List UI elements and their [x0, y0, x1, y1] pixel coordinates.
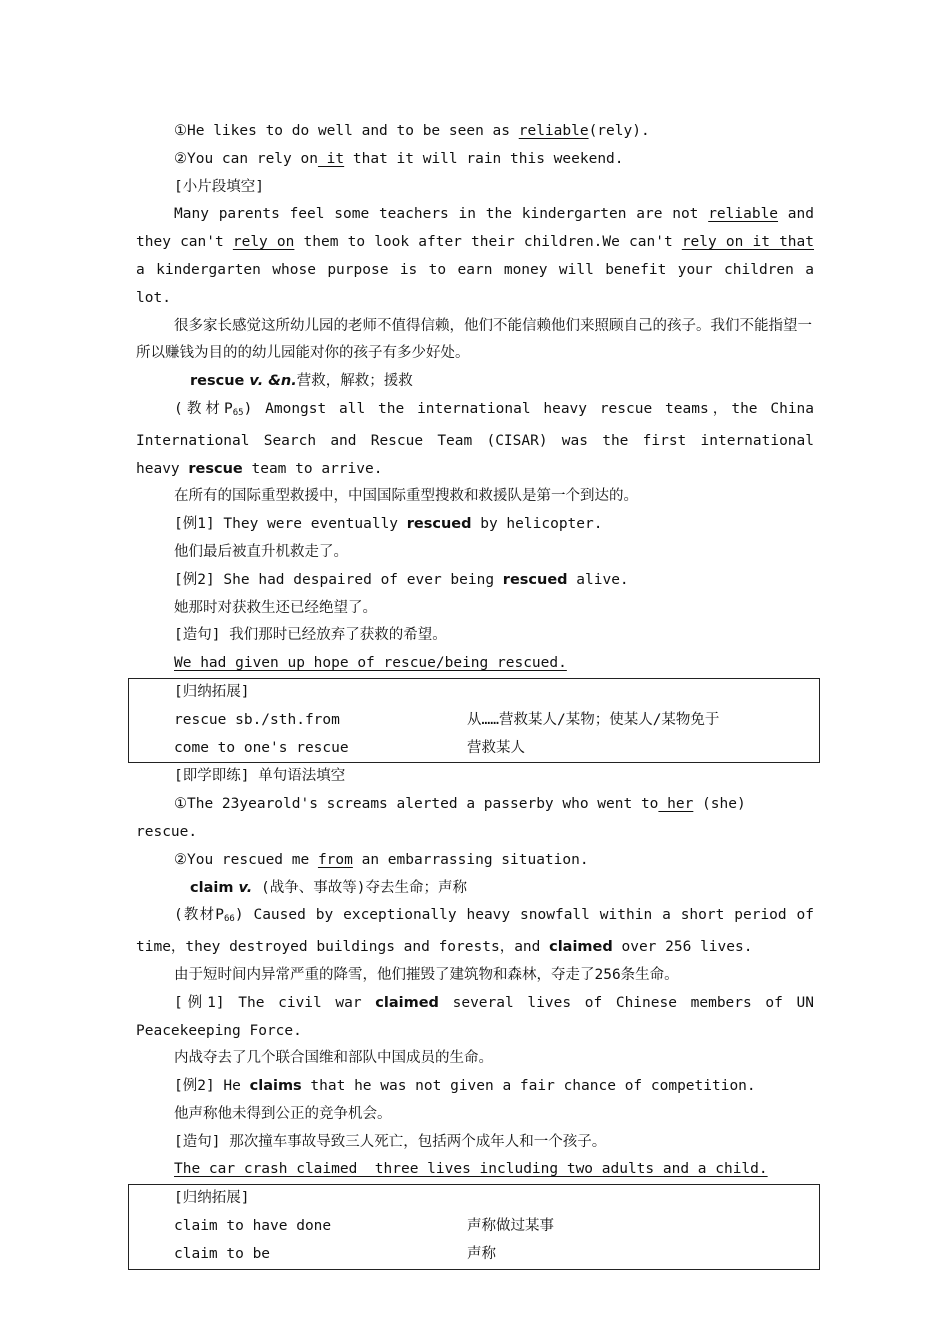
- answer: from: [317, 851, 353, 868]
- answer: rely on: [232, 234, 295, 251]
- claim-textbook-example: (教材$P_{66}$) Caused by exceptionally heavy snowfall within a short period of time，they destroyed buildings and forests，and claimed over 256 lives.: [136, 907, 814, 956]
- rescue-textbook-translation: 在所有的国际重型救援中，中国国际重型搜救和救援队是第一个到达的。: [174, 488, 638, 505]
- claim-example-1-translation: 内战夺去了几个联合国维和部队中国成员的生命。: [174, 1050, 493, 1067]
- rescue-practice-title: [即学即练] 单句语法填空: [174, 768, 346, 785]
- box-row: come to one's rescue 营救某人: [174, 739, 525, 756]
- box-title: [归纳拓展]: [174, 683, 250, 700]
- box-title: [归纳拓展]: [174, 1190, 250, 1207]
- answer: rely on it that: [681, 234, 815, 251]
- claim-example-2: [例2] He claims that he was not given a fair chance of competition.: [174, 1078, 756, 1095]
- claim-make-sentence: [造句] 那次撞车事故导致三人死亡，包括两个成年人和一个孩子。: [174, 1133, 607, 1150]
- fill-paragraph-translation: 很多家长感觉这所幼儿园的老师不值得信赖，他们不能信赖他们来照顾自己的孩子。我们不能指望一所以赚钱为目的的幼儿园能对你的孩子有多少好处。: [136, 317, 812, 362]
- fill-paragraph: Many parents feel some teachers in the kindergarten are not reliable and they can't rely on them to look after their children.We can't rely on it that a kindergarten whose purpose is to earn money will benefit your children a lot.: [136, 206, 815, 306]
- rescue-practice-1: ①The 23yearold's screams alerted a passerby who went to her (she) rescue.: [136, 796, 746, 840]
- rescue-textbook-example: (教材$P_{65}$) Amongst all the international heavy rescue teams，the China International Search and Rescue Team (CISAR) was the first international heavy rescue team to arrive.: [136, 400, 815, 477]
- rescue-example-1-translation: 他们最后被直升机救走了。: [174, 543, 348, 560]
- box-row: claim to be 声称: [174, 1245, 496, 1262]
- box-row: rescue sb./sth.from 从……营救某人/某物；使某人/某物免于: [174, 711, 720, 728]
- rescue-make-sentence-answer: We had given up hope of rescue/being rescued.: [174, 655, 567, 672]
- rescue-example-1: [例1] They were eventually rescued by helicopter.: [174, 516, 603, 533]
- rescue-example-2-translation: 她那时对获救生还已经绝望了。: [174, 599, 377, 616]
- answer: it: [317, 150, 345, 167]
- claim-example-1: [例1] The civil war claimed several lives of Chinese members of UN Peacekeeping Force.: [136, 994, 814, 1039]
- rescue-practice-2: ②You rescued me from an embarrassing situation.: [174, 851, 589, 868]
- rescue-summary-box: [128, 678, 820, 763]
- claim-heading: claim v. (战争、事故等)夺去生命；声称: [190, 879, 467, 896]
- fill-title: [小片段填空]: [174, 178, 264, 195]
- answer: reliable: [708, 206, 779, 223]
- rescue-make-sentence: [造句] 我们那时已经放弃了获救的希望。: [174, 627, 447, 644]
- rely-exercise-2: ②You can rely on it that it will rain this weekend.: [174, 150, 624, 167]
- claim-example-2-translation: 他声称他未得到公正的竞争机会。: [174, 1105, 392, 1122]
- rescue-heading: rescue v. &n.营救，解救；援救: [190, 373, 413, 390]
- box-row: claim to have done 声称做过某事: [174, 1218, 554, 1235]
- claim-make-sentence-answer: The car crash claimed three lives including two adults and a child.: [174, 1161, 768, 1178]
- answer: reliable: [518, 123, 589, 139]
- claim-summary-box: [128, 1184, 820, 1269]
- claim-textbook-translation: 由于短时间内异常严重的降雪，他们摧毁了建筑物和森林，夺走了256条生命。: [174, 966, 679, 983]
- rely-exercise-1: ①He likes to do well and to be seen as reliable(rely).: [174, 123, 650, 139]
- rescue-example-2: [例2] She had despaired of ever being rescued alive.: [174, 571, 629, 588]
- answer: her: [658, 796, 694, 813]
- document-page: [136, 118, 814, 1270]
